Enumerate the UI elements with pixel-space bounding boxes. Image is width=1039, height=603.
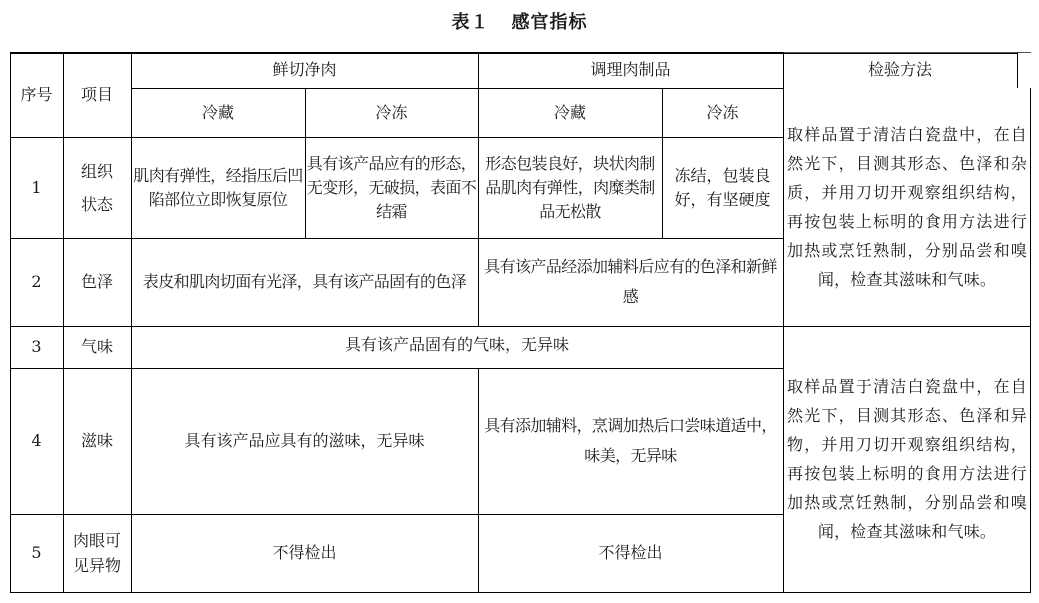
row1-fresh-chilled: 肌肉有弹性，经指压后凹陷部位立即恢复原位 (133, 165, 303, 209)
row5-item: 肉眼可见异物 (72, 531, 121, 575)
header-fresh-chilled: 冷藏 (201, 102, 234, 122)
header-test-method: 检验方法 (867, 60, 932, 79)
row2-fresh: 表皮和肌肉切面有光泽，具有该产品固有的色泽 (142, 272, 467, 291)
table-number: 表１ (451, 12, 490, 33)
row3-item: 气味 (80, 337, 113, 356)
row4-fresh: 具有该产品应具有的滋味，无异味 (184, 431, 425, 450)
method-upper: 取样品置于清洁白瓷盘中，在自然光下，目测其形态、色泽和杂质，并用刀切开观察组织结构，再按包装上标明的食用方法进行加热或烹饪熟制，分别品尝和嗅闻，检查其滋味和气味。 (787, 125, 1027, 289)
row4-seq: 4 (31, 431, 42, 450)
header-prepared-chilled: 冷藏 (553, 102, 586, 122)
sensory-table (10, 52, 1031, 593)
col-line-method-header-right (1017, 52, 1018, 88)
header-fresh-frozen: 冷冻 (375, 102, 408, 122)
table-title-text: 感官指标 (511, 12, 588, 33)
row5-fresh: 不得检出 (272, 543, 337, 562)
row1-prepared-chilled: 形态包装良好，块状肉制品肌肉有弹性，肉糜类制品无松散 (485, 153, 655, 221)
header-prepared-frozen: 冷冻 (706, 102, 739, 122)
row1-fresh-frozen: 具有该产品应有的形态，无变形，无破损，表面不结霜 (306, 153, 477, 221)
header-item: 项目 (80, 84, 113, 104)
row2-item: 色泽 (80, 272, 113, 291)
header-prepared-meat: 调理肉制品 (590, 60, 671, 79)
table-border-bottom (10, 592, 1031, 593)
table-title (0, 8, 1039, 34)
row3-seq: 3 (31, 337, 42, 356)
row2-seq: 2 (31, 272, 42, 291)
header-seq: 序号 (20, 84, 53, 104)
row3-all: 具有该产品固有的气味，无异味 (344, 335, 569, 354)
method-lower: 取样品置于清洁白瓷盘中，在自然光下，目测其形态、色泽和异物，并用刀切开观察组织结构，再按包装上标明的食用方法进行加热或烹饪熟制，分别品尝和嗅闻，检查其滋味和气味。 (787, 377, 1027, 541)
row5-seq: 5 (31, 543, 42, 562)
header-fresh-cut-meat: 鲜切净肉 (272, 60, 337, 79)
row1-prepared-frozen: 冻结，包装良好，有坚硬度 (674, 165, 771, 209)
row4-prepared: 具有添加辅料，烹调加热后口尝味道适中，味美，无异味 (484, 416, 777, 465)
row1-item: 组织状态 (80, 161, 113, 214)
row5-prepared: 不得检出 (598, 543, 663, 562)
row1-seq: 1 (31, 177, 42, 197)
row4-item: 滋味 (80, 431, 113, 450)
row2-prepared: 具有该产品经添加辅料后应有的色泽和新鲜感 (484, 257, 777, 306)
